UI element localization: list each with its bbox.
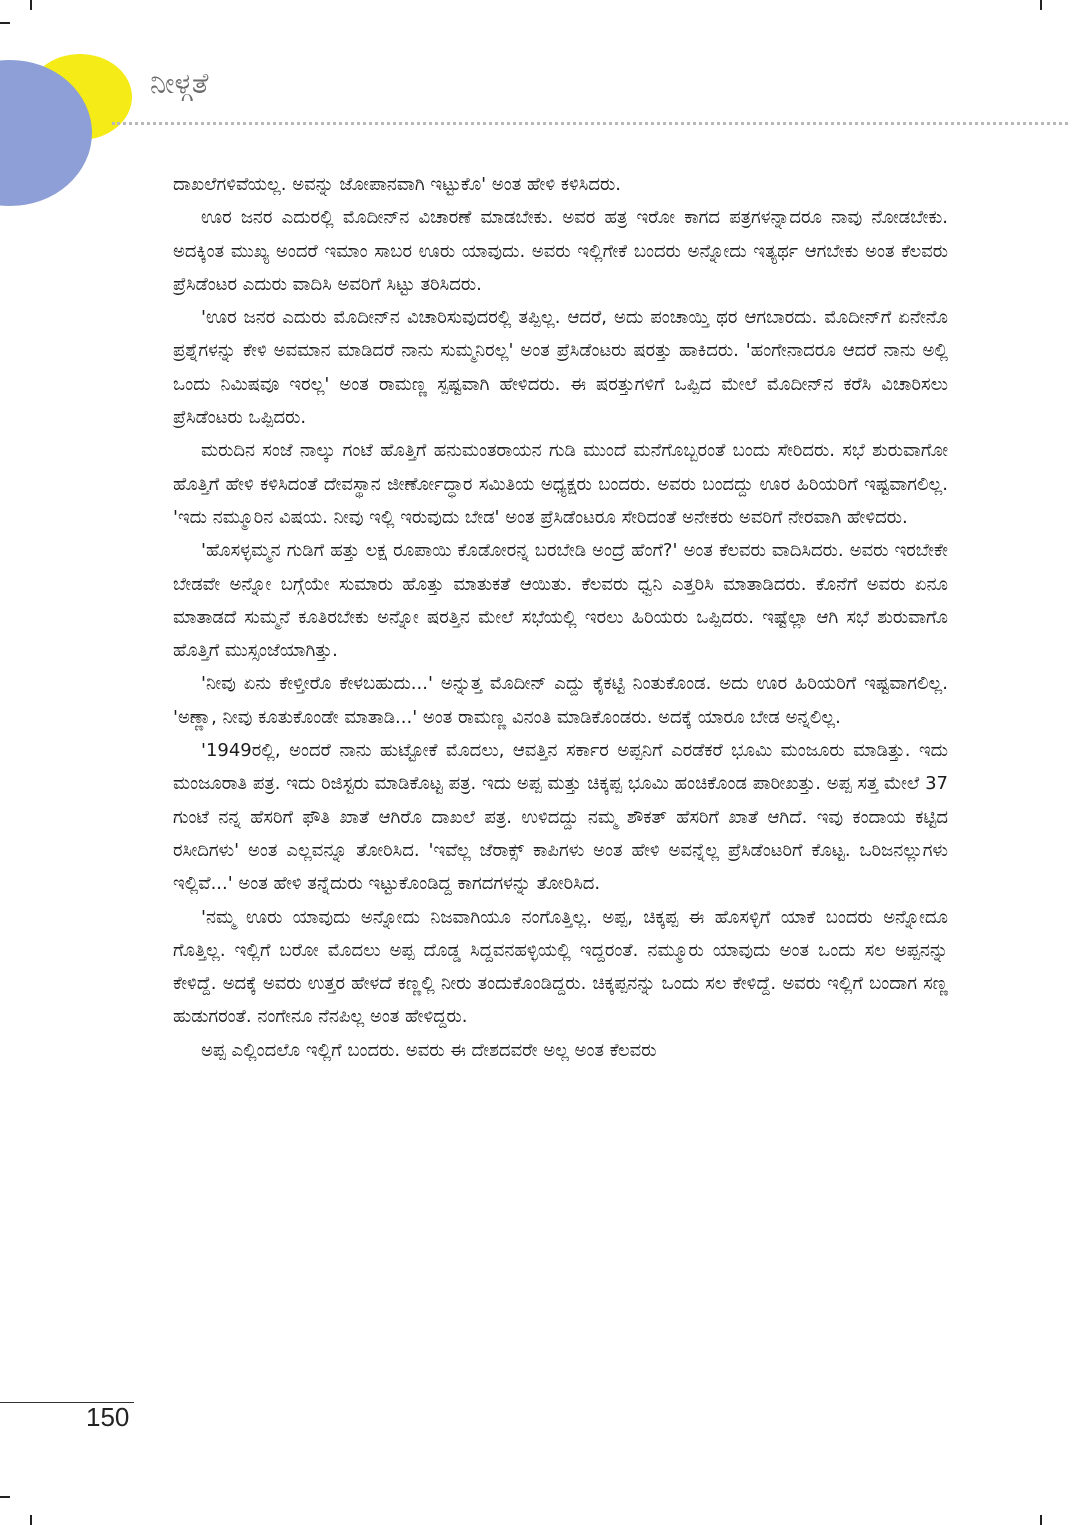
crop-mark <box>30 0 32 10</box>
header-dotted-divider <box>112 122 1068 125</box>
paragraph: ಊರ ಜನರ ಎದುರಲ್ಲಿ ಮೊದೀನ್‌ನ ವಿಚಾರಣೆ ಮಾಡಬೇಕು. ಅವರ ಹತ್ರ ಇರೋ ಕಾಗದ ಪತ್ರಗಳನ್ನಾದರೂ ನಾವು ನೋಡಬೇಕು. ಅದಕ್ಕಿಂತ ಮುಖ್ಯ ಅಂದರೆ ಇಮಾಂ ಸಾಬರ ಊರು ಯಾವುದು. ಅವರು ಇಲ್ಲಿಗೇಕೆ ಬಂದರು ಅನ್ನೋದು ಇತ್ಯರ್ಥ ಆಗಬೇಕು ಅಂತ ಕೆಲವರು ಪ್ರೆಸಿಡೆಂಟರ ಎದುರು ವಾದಿಸಿ ಅವರಿಗೆ ಸಿಟ್ಟು ತರಿಸಿದರು. <box>173 207 948 295</box>
crop-mark <box>1040 0 1042 10</box>
paragraph: '1949ರಲ್ಲಿ, ಅಂದರೆ ನಾನು ಹುಟ್ಟೋಕೆ ಮೊದಲು, ಆವತ್ತಿನ ಸರ್ಕಾರ ಅಪ್ಪನಿಗೆ ಎರಡೆಕರೆ ಭೂಮಿ ಮಂಜೂರು ಮಾಡಿತ್ತು. ಇದು ಮಂಜೂರಾತಿ ಪತ್ರ. ಇದು ರಿಜಿಸ್ಟರು ಮಾಡಿಕೊಟ್ಟ ಪತ್ರ. ಇದು ಅಪ್ಪ ಮತ್ತು ಚಿಕ್ಕಪ್ಪ ಭೂಮಿ ಹಂಚಿಕೊಂಡ ಪಾರೀಖತ್ತು. ಅಪ್ಪ ಸತ್ತ ಮೇಲೆ 37 ಗುಂಟೆ ನನ್ನ ಹೆಸರಿಗೆ ಫೌತಿ ಖಾತೆ ಆಗಿರೊ ದಾಖಲೆ ಪತ್ರ. ಉಳಿದದ್ದು ನಮ್ಮ ಶೌಕತ್ ಹೆಸರಿಗೆ ಖಾತೆ ಆಗಿದೆ. ಇವು ಕಂದಾಯ ಕಟ್ಟಿದ ರಸೀದಿಗಳು' ಅಂತ ಎಲ್ಲವನ್ನೂ ತೋರಿಸಿದ. 'ಇವೆಲ್ಲ ಜೆರಾಕ್ಸ್ ಕಾಪಿಗಳು ಅಂತ ಹೇಳಿ ಅವನ್ನೆಲ್ಲ ಪ್ರೆಸಿಡೆಂಟರಿಗೆ ಕೊಟ್ಟ. ಒರಿಜನಲ್ಲುಗಳು ಇಲ್ಲಿವೆ...' ಅಂತ ಹೇಳಿ ತನ್ನೆದುರು ಇಟ್ಟುಕೊಂಡಿದ್ದ ಕಾಗದಗಳನ್ನು ತೋರಿಸಿದ. <box>173 740 948 895</box>
paragraph: 'ಹೊಸಳ್ಳಮ್ಮನ ಗುಡಿಗೆ ಹತ್ತು ಲಕ್ಷ ರೂಪಾಯಿ ಕೊಡೋರನ್ನ ಬರಬೇಡಿ ಅಂದ್ರೆ ಹೆಂಗೆ?' ಅಂತ ಕೆಲವರು ವಾದಿಸಿದರು. ಅವರು ಇರಬೇಕೇ ಬೇಡವೇ ಅನ್ನೋ ಬಗ್ಗೆಯೇ ಸುಮಾರು ಹೊತ್ತು ಮಾತುಕತೆ ಆಯಿತು. ಕೆಲವರು ಧ್ವನಿ ಎತ್ತರಿಸಿ ಮಾತಾಡಿದರು. ಕೊನೆಗೆ ಅವರು ಏನೂ ಮಾತಾಡದೆ ಸುಮ್ಮನೆ ಕೂತಿರಬೇಕು ಅನ್ನೋ ಷರತ್ತಿನ ಮೇಲೆ ಸಭೆಯಲ್ಲಿ ಇರಲು ಹಿರಿಯರು ಒಪ್ಪಿದರು. ಇಷ್ಟೆಲ್ಲಾ ಆಗಿ ಸಭೆ ಶುರುವಾಗೊ ಹೊತ್ತಿಗೆ ಮುಸ್ಸಂಜೆಯಾಗಿತ್ತು. <box>173 540 948 662</box>
body-text <box>173 168 948 1067</box>
crop-mark <box>0 1496 10 1498</box>
paragraph: ಅಪ್ಪ ಎಲ್ಲಿಂದಲೊ ಇಲ್ಲಿಗೆ ಬಂದರು. ಅವರು ಈ ದೇಶದವರೇ ಅಲ್ಲ ಅಂತ ಕೆಲವರು <box>201 1039 657 1061</box>
paragraph: 'ಊರ ಜನರ ಎದುರು ಮೊದೀನ್‌ನ ವಿಚಾರಿಸುವುದರಲ್ಲಿ ತಪ್ಪಿಲ್ಲ. ಆದರೆ, ಅದು ಪಂಚಾಯ್ತಿ ಥರ ಆಗಬಾರದು. ಮೊದೀನ್‌ಗೆ ಏನೇನೊ ಪ್ರಶ್ನೆಗಳನ್ನು ಕೇಳಿ ಅವಮಾನ ಮಾಡಿದರೆ ನಾನು ಸುಮ್ಮನಿರಲ್ಲ' ಅಂತ ಪ್ರೆಸಿಡೆಂಟರು ಷರತ್ತು ಹಾಕಿದರು. 'ಹಂಗೇನಾದರೂ ಆದರೆ ನಾನು ಅಲ್ಲಿ ಒಂದು ನಿಮಿಷವೂ ಇರಲ್ಲ' ಅಂತ ರಾಮಣ್ಣ ಸ್ಪಷ್ಟವಾಗಿ ಹೇಳಿದರು. ಈ ಷರತ್ತುಗಳಿಗೆ ಒಪ್ಪಿದ ಮೇಲೆ ಮೊದೀನ್‌ನ ಕರೆಸಿ ವಿಚಾರಿಸಲು ಪ್ರೆಸಿಡೆಂಟರು ಒಪ್ಪಿದರು. <box>173 307 948 429</box>
paragraph: 'ನಮ್ಮ ಊರು ಯಾವುದು ಅನ್ನೋದು ನಿಜವಾಗಿಯೂ ನಂಗೊತ್ತಿಲ್ಲ. ಅಪ್ಪ, ಚಿಕ್ಕಪ್ಪ ಈ ಹೊಸಳ್ಳಿಗೆ ಯಾಕೆ ಬಂದರು ಅನ್ನೋದೂ ಗೊತ್ತಿಲ್ಲ. ಇಲ್ಲಿಗೆ ಬರೋ ಮೊದಲು ಅಪ್ಪ ದೊಡ್ಡ ಸಿದ್ದವನಹಳ್ಳಿಯಲ್ಲಿ ಇದ್ದರಂತೆ. ನಮ್ಮೂರು ಯಾವುದು ಅಂತ ಒಂದು ಸಲ ಅಪ್ಪನನ್ನು ಕೇಳಿದ್ದೆ. ಅದಕ್ಕೆ ಅವರು ಉತ್ತರ ಹೇಳದೆ ಕಣ್ಣಲ್ಲಿ ನೀರು ತಂದುಕೊಂಡಿದ್ದರು. ಚಿಕ್ಕಪ್ಪನನ್ನು ಒಂದು ಸಲ ಕೇಳಿದ್ದೆ. ಅವರು ಇಲ್ಲಿಗೆ ಬಂದಾಗ ಸಣ್ಣ ಹುಡುಗರಂತೆ. ನಂಗೇನೂ ನೆನಪಿಲ್ಲ ಅಂತ ಹೇಳಿದ್ದರು. <box>173 906 948 1028</box>
crop-mark <box>30 1515 32 1525</box>
page-header-title: ನೀಳ್ಗತೆ <box>150 66 209 100</box>
paragraph: ದಾಖಲೆಗಳಿವೆಯಲ್ಲ. ಅವನ್ನು ಜೋಪಾನವಾಗಿ ಇಟ್ಟುಕೊ' ಅಂತ ಹೇಳಿ ಕಳಿಸಿದರು. <box>173 174 621 195</box>
paragraph: ಮರುದಿನ ಸಂಜೆ ನಾಲ್ಕು ಗಂಟೆ ಹೊತ್ತಿಗೆ ಹನುಮಂತರಾಯನ ಗುಡಿ ಮುಂದೆ ಮನೆಗೊಬ್ಬರಂತೆ ಬಂದು ಸೇರಿದರು. ಸಭೆ ಶುರುವಾಗೋ ಹೊತ್ತಿಗೆ ಹೇಳಿ ಕಳಿಸಿದಂತೆ ದೇವಸ್ಥಾನ ಜೀರ್ಣೋದ್ಧಾರ ಸಮಿತಿಯ ಅಧ್ಯಕ್ಷರು ಬಂದರು. ಅವರು ಬಂದದ್ದು ಊರ ಹಿರಿಯರಿಗೆ ಇಷ್ಟವಾಗಲಿಲ್ಲ. 'ಇದು ನಮ್ಮೂರಿನ ವಿಷಯ. ನೀವು ಇಲ್ಲಿ ಇರುವುದು ಬೇಡ' ಅಂತ ಪ್ರೆಸಿಡೆಂಟರೂ ಸೇರಿದಂತೆ ಅನೇಕರು ಅವರಿಗೆ ನೇರವಾಗಿ ಹೇಳಿದರು. <box>173 440 948 528</box>
crop-mark <box>1040 1515 1042 1525</box>
paragraph: 'ನೀವು ಏನು ಕೇಳ್ತೀರೊ ಕೇಳಬಹುದು...' ಅನ್ನುತ್ತ ಮೊದೀನ್ ಎದ್ದು ಕೈಕಟ್ಟಿ ನಿಂತುಕೊಂಡ. ಅದು ಊರ ಹಿರಿಯರಿಗೆ ಇಷ್ಟವಾಗಲಿಲ್ಲ. 'ಅಣ್ಣಾ, ನೀವು ಕೂತುಕೊಂಡೇ ಮಾತಾಡಿ...' ಅಂತ ರಾಮಣ್ಣ ವಿನಂತಿ ಮಾಡಿಕೊಂಡರು. ಅದಕ್ಕೆ ಯಾರೂ ಬೇಡ ಅನ್ನಲಿಲ್ಲ. <box>173 673 948 728</box>
page-number: 150 <box>86 1402 130 1432</box>
crop-mark <box>0 22 10 24</box>
